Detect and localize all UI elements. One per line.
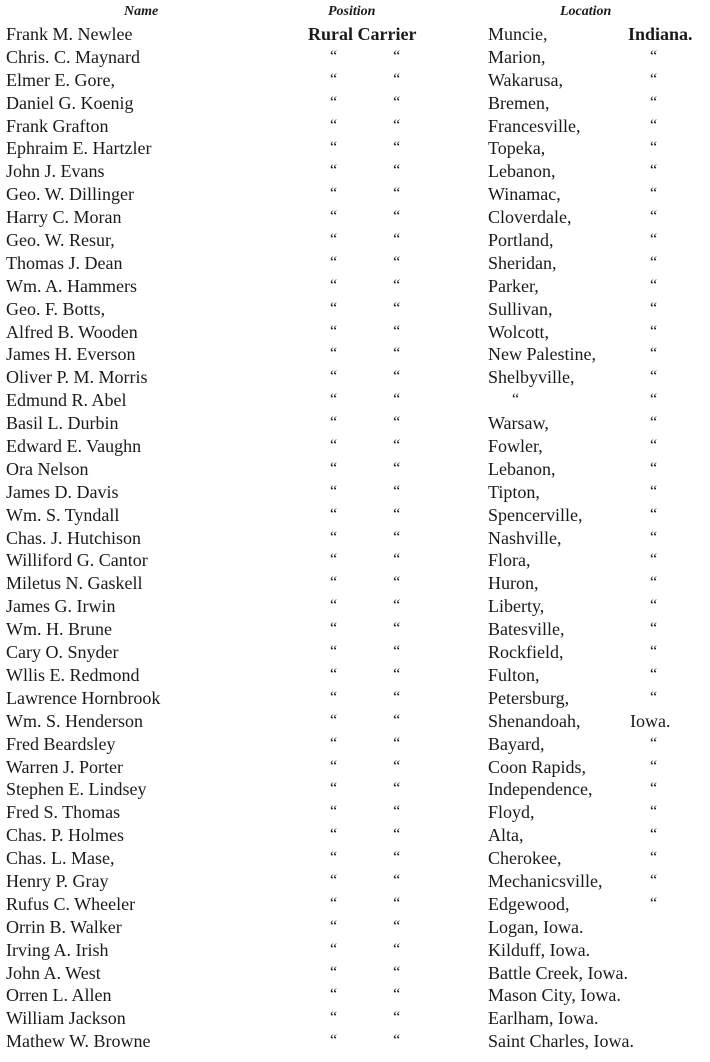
location-city: Shenandoah, xyxy=(488,710,581,731)
table-row xyxy=(0,46,710,69)
position-text: “ “ xyxy=(330,482,401,500)
person-name: Chris. C. Maynard xyxy=(6,46,140,67)
table-row xyxy=(0,321,710,344)
header-location: Location xyxy=(560,4,612,19)
location-city: Marion, xyxy=(488,46,546,67)
table-row xyxy=(0,962,710,985)
position-text: “ “ xyxy=(330,185,401,203)
location-state: “ xyxy=(650,688,658,706)
location-city: Wolcott, xyxy=(488,321,550,342)
location-city: Tipton, xyxy=(488,481,540,502)
table-row xyxy=(0,527,710,550)
person-name: John A. West xyxy=(6,962,101,983)
location-state: “ xyxy=(650,414,658,432)
position-text: “ “ xyxy=(330,1032,401,1050)
table-row xyxy=(0,1007,710,1030)
table-row xyxy=(0,801,710,824)
person-name: Wllis E. Redmond xyxy=(6,664,140,685)
location-state: Indiana. xyxy=(628,24,693,44)
table-row xyxy=(0,458,710,481)
location-state: “ xyxy=(650,322,658,340)
person-name: Orren L. Allen xyxy=(6,985,112,1006)
table-row xyxy=(0,916,710,939)
person-name: Rufus C. Wheeler xyxy=(6,893,136,914)
position-text: “ “ xyxy=(330,368,401,386)
position-text: “ “ xyxy=(330,231,401,249)
person-name: Wm. H. Brune xyxy=(6,619,112,640)
position-text: “ “ xyxy=(330,276,401,294)
person-name: James H. Everson xyxy=(6,344,136,365)
location-city: Independence, xyxy=(488,779,593,800)
position-text: “ “ xyxy=(330,208,401,226)
table-row xyxy=(0,870,710,893)
location-state: “ xyxy=(650,780,658,798)
position-text: “ “ xyxy=(330,597,401,615)
location-city: Spencerville, xyxy=(488,504,583,525)
table-row xyxy=(0,710,710,733)
location-state: “ xyxy=(650,597,658,615)
person-name: Edward E. Vaughn xyxy=(6,436,142,457)
table-row xyxy=(0,984,710,1007)
person-name: James D. Davis xyxy=(6,481,119,502)
location-city: Rockfield, xyxy=(488,642,564,663)
table-row xyxy=(0,229,710,252)
position-text: “ “ xyxy=(330,986,401,1004)
position-text: “ “ xyxy=(330,803,401,821)
person-name: Wm. S. Tyndall xyxy=(6,504,120,525)
location-city: Topeka, xyxy=(488,138,546,159)
position-text: “ “ xyxy=(330,620,401,638)
location-state: “ xyxy=(650,459,658,477)
table-row xyxy=(0,572,710,595)
table-row xyxy=(0,618,710,641)
location-city: Francesville, xyxy=(488,115,581,136)
position-text: “ “ xyxy=(330,963,401,981)
position-text: “ “ xyxy=(330,414,401,432)
location-city: Fulton, xyxy=(488,664,540,685)
location-city: Batesville, xyxy=(488,619,565,640)
person-name: Warren J. Porter xyxy=(6,756,124,777)
person-name: Oliver P. M. Morris xyxy=(6,367,148,388)
location-city: Logan, Iowa. xyxy=(488,916,584,937)
location-city: Liberty, xyxy=(488,596,545,617)
location-city: Coon Rapids, xyxy=(488,756,587,777)
location-city: Huron, xyxy=(488,573,539,594)
location-city: Cloverdale, xyxy=(488,207,572,228)
location-state: “ xyxy=(650,482,658,500)
location-city: Portland, xyxy=(488,230,554,251)
location-city: Bremen, xyxy=(488,92,550,113)
location-state: “ xyxy=(650,505,658,523)
table-row xyxy=(0,893,710,916)
position-text: “ “ xyxy=(330,643,401,661)
person-name: Alfred B. Wooden xyxy=(6,321,138,342)
location-state: “ xyxy=(650,620,658,638)
location-state: “ xyxy=(650,276,658,294)
position-text: “ “ xyxy=(330,253,401,271)
location-city: Flora, xyxy=(488,550,531,571)
position-text: “ “ xyxy=(330,917,401,935)
location-state: “ xyxy=(650,299,658,317)
person-name: Ora Nelson xyxy=(6,458,89,479)
position-text: “ “ xyxy=(330,299,401,317)
position-text: “ “ xyxy=(330,93,401,111)
table-row xyxy=(0,183,710,206)
location-state: “ xyxy=(650,185,658,203)
location-city: Edgewood, xyxy=(488,893,570,914)
location-city: Mechanicsville, xyxy=(488,870,603,891)
person-name: Elmer E. Gore, xyxy=(6,69,115,90)
location-city: Lebanon, xyxy=(488,161,556,182)
table-row xyxy=(0,366,710,389)
header-position: Position xyxy=(328,4,376,19)
location-city: New Palestine, xyxy=(488,344,596,365)
location-city: Muncie, xyxy=(488,24,548,44)
person-name: Wm. S. Henderson xyxy=(6,710,143,731)
person-name: Edmund R. Abel xyxy=(6,390,127,411)
location-state: “ xyxy=(650,208,658,226)
table-row xyxy=(0,549,710,572)
location-state: “ xyxy=(650,231,658,249)
location-state: “ xyxy=(650,734,658,752)
header-name: Name xyxy=(124,4,159,19)
table-row xyxy=(0,69,710,92)
person-name: Stephen E. Lindsey xyxy=(6,779,147,800)
person-name: James G. Irwin xyxy=(6,596,116,617)
location-state: “ xyxy=(650,368,658,386)
location-city: Fowler, xyxy=(488,436,543,457)
location-state: “ xyxy=(650,665,658,683)
table-row xyxy=(0,23,710,46)
position-text: “ “ xyxy=(330,459,401,477)
location-state: “ xyxy=(650,826,658,844)
table-row xyxy=(0,595,710,618)
location-state: Iowa. xyxy=(630,710,671,731)
person-name: Chas. P. Holmes xyxy=(6,825,125,846)
table-row xyxy=(0,824,710,847)
table-row xyxy=(0,504,710,527)
location-state: “ xyxy=(650,528,658,546)
table-row xyxy=(0,756,710,779)
location-city: Bayard, xyxy=(488,733,545,754)
position-text: “ “ xyxy=(330,528,401,546)
position-text: “ “ xyxy=(330,1009,401,1027)
position-text: “ “ xyxy=(330,391,401,409)
person-name: John J. Evans xyxy=(6,161,105,182)
table-row xyxy=(0,298,710,321)
location-state: “ xyxy=(650,391,658,409)
position-text: “ “ xyxy=(330,711,401,729)
position-text: “ “ xyxy=(330,734,401,752)
location-city: Sheridan, xyxy=(488,252,557,273)
position-text: “ “ xyxy=(330,47,401,65)
location-state: “ xyxy=(650,162,658,180)
location-city: Winamac, xyxy=(488,184,561,205)
table-row xyxy=(0,160,710,183)
table-row xyxy=(0,481,710,504)
table-row xyxy=(0,435,710,458)
location-city: “ xyxy=(512,391,520,409)
location-state: “ xyxy=(650,93,658,111)
location-state: “ xyxy=(650,894,658,912)
location-state: “ xyxy=(650,47,658,65)
location-state: “ xyxy=(650,551,658,569)
table-row xyxy=(0,641,710,664)
location-city: Parker, xyxy=(488,275,539,296)
table-row xyxy=(0,733,710,756)
table-row xyxy=(0,412,710,435)
person-name: Cary O. Snyder xyxy=(6,642,119,663)
location-city: Saint Charles, Iowa. xyxy=(488,1031,634,1052)
person-name: Ephraim E. Hartzler xyxy=(6,138,152,159)
person-name: Frank M. Newlee xyxy=(6,24,133,44)
position-text: “ “ xyxy=(330,437,401,455)
location-state: “ xyxy=(650,70,658,88)
person-name: Harry C. Moran xyxy=(6,207,122,228)
location-city: Sullivan, xyxy=(488,298,553,319)
position-text: “ “ xyxy=(330,849,401,867)
table-row xyxy=(0,687,710,710)
person-name: Chas. J. Hutchison xyxy=(6,527,141,548)
person-name: Frank Grafton xyxy=(6,115,109,136)
location-city: Wakarusa, xyxy=(488,69,564,90)
position-text: “ “ xyxy=(330,574,401,592)
position-text: “ “ xyxy=(330,139,401,157)
location-state: “ xyxy=(650,643,658,661)
location-state: “ xyxy=(650,345,658,363)
location-state: “ xyxy=(650,871,658,889)
location-state: “ xyxy=(650,253,658,271)
table-row xyxy=(0,939,710,962)
column-headers xyxy=(0,4,710,24)
table-row xyxy=(0,389,710,412)
position-text: “ “ xyxy=(330,894,401,912)
location-city: Kilduff, Iowa. xyxy=(488,939,591,960)
table-row xyxy=(0,343,710,366)
location-state: “ xyxy=(650,849,658,867)
person-name: Thomas J. Dean xyxy=(6,252,123,273)
position-text: “ “ xyxy=(330,665,401,683)
location-state: “ xyxy=(650,116,658,134)
location-state: “ xyxy=(650,803,658,821)
position-text: “ “ xyxy=(330,505,401,523)
person-name: Lawrence Hornbrook xyxy=(6,687,161,708)
person-name: Fred S. Thomas xyxy=(6,802,121,823)
position-text: Rural Carrier xyxy=(308,24,417,44)
person-name: Henry P. Gray xyxy=(6,870,109,891)
location-city: Mason City, Iowa. xyxy=(488,985,621,1006)
table-row xyxy=(0,664,710,687)
position-text: “ “ xyxy=(330,757,401,775)
person-name: Fred Beardsley xyxy=(6,733,116,754)
location-city: Alta, xyxy=(488,825,524,846)
person-name: Geo. W. Dillinger xyxy=(6,184,134,205)
position-text: “ “ xyxy=(330,940,401,958)
position-text: “ “ xyxy=(330,688,401,706)
table-row xyxy=(0,275,710,298)
person-name: Wm. A. Hammers xyxy=(6,275,137,296)
location-state: “ xyxy=(650,139,658,157)
table-row xyxy=(0,847,710,870)
table-row xyxy=(0,1030,710,1053)
table-row xyxy=(0,778,710,801)
person-name: Chas. L. Mase, xyxy=(6,848,115,869)
position-text: “ “ xyxy=(330,162,401,180)
position-text: “ “ xyxy=(330,345,401,363)
position-text: “ “ xyxy=(330,116,401,134)
location-state: “ xyxy=(650,574,658,592)
table-row xyxy=(0,252,710,275)
table-row xyxy=(0,92,710,115)
location-city: Warsaw, xyxy=(488,413,549,434)
table-row xyxy=(0,137,710,160)
person-name: Miletus N. Gaskell xyxy=(6,573,143,594)
location-city: Nashville, xyxy=(488,527,562,548)
person-name: William Jackson xyxy=(6,1008,126,1029)
position-text: “ “ xyxy=(330,871,401,889)
position-text: “ “ xyxy=(330,70,401,88)
person-name: Basil L. Durbin xyxy=(6,413,119,434)
location-city: Floyd, xyxy=(488,802,535,823)
person-name: Geo. W. Resur, xyxy=(6,230,115,251)
roster-table xyxy=(0,23,710,1053)
position-text: “ “ xyxy=(330,322,401,340)
location-state: “ xyxy=(650,757,658,775)
location-city: Shelbyville, xyxy=(488,367,575,388)
location-city: Earlham, Iowa. xyxy=(488,1008,599,1029)
person-name: Daniel G. Koenig xyxy=(6,92,134,113)
location-city: Petersburg, xyxy=(488,687,570,708)
person-name: Williford G. Cantor xyxy=(6,550,148,571)
table-row xyxy=(0,115,710,138)
position-text: “ “ xyxy=(330,826,401,844)
person-name: Geo. F. Botts, xyxy=(6,298,106,319)
position-text: “ “ xyxy=(330,551,401,569)
table-row xyxy=(0,206,710,229)
person-name: Mathew W. Browne xyxy=(6,1031,151,1052)
location-city: Cherokee, xyxy=(488,848,562,869)
location-city: Battle Creek, Iowa. xyxy=(488,962,628,983)
position-text: “ “ xyxy=(330,780,401,798)
person-name: Orrin B. Walker xyxy=(6,916,122,937)
location-city: Lebanon, xyxy=(488,458,556,479)
location-state: “ xyxy=(650,437,658,455)
person-name: Irving A. Irish xyxy=(6,939,109,960)
